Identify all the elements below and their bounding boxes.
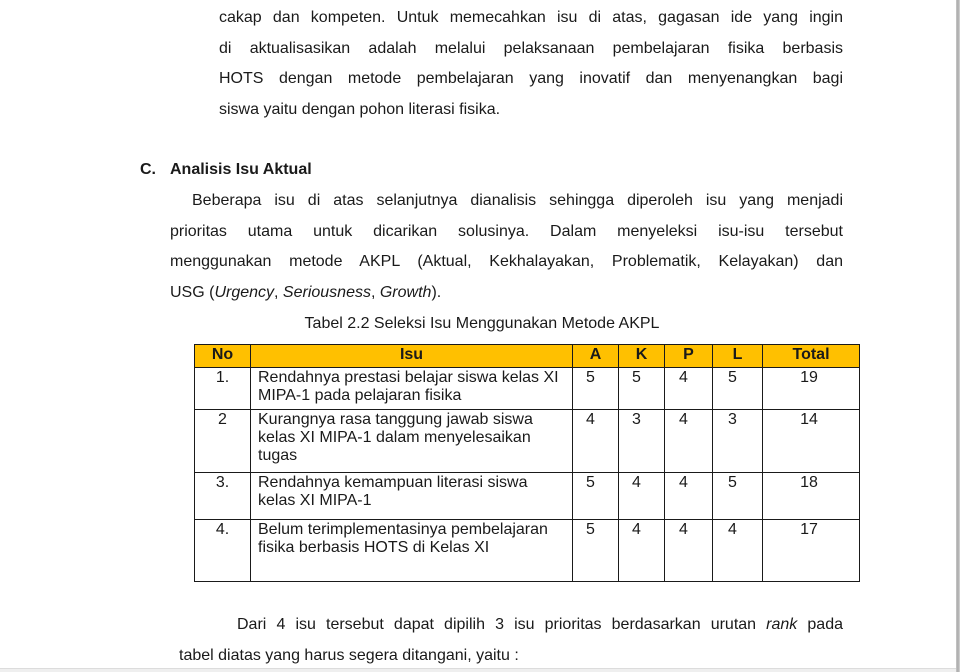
- column-header-a: A: [573, 345, 619, 368]
- cell-l: 5: [713, 368, 763, 410]
- analysis-paragraph: [170, 186, 843, 308]
- section-letter: C.: [140, 161, 156, 178]
- table-header-row: [195, 345, 860, 368]
- table-row: [195, 410, 860, 473]
- cell-no: 1.: [195, 368, 251, 410]
- column-header-isu: Isu: [251, 345, 573, 368]
- cell-no: 4.: [195, 520, 251, 582]
- table-row: [195, 473, 860, 520]
- text-line: cakap dan kompeten. Untuk memecahkan isu di atas, gagasan ide yang ingin: [219, 9, 843, 26]
- text-fragment: Dari 4 isu tersebut dapat dipilih 3 isu prioritas berdasarkan urutan: [237, 616, 767, 633]
- column-header-k: K: [619, 345, 665, 368]
- column-header-no: No: [195, 345, 251, 368]
- cell-total: 18: [763, 473, 860, 520]
- text-line: tabel diatas yang harus segera ditangani, yaitu :: [179, 646, 519, 664]
- cell-a: 5: [573, 368, 619, 410]
- intro-paragraph: [219, 3, 843, 125]
- page-edge-bottom: [0, 668, 956, 672]
- text-fragment: ,: [370, 283, 380, 301]
- section-heading: [140, 158, 312, 182]
- cell-k: 5: [619, 368, 665, 410]
- text-line: menggunakan metode AKPL (Aktual, Kekhalayakan, Problematik, Kelayakan) dan: [170, 253, 843, 270]
- text-fragment: ,: [274, 283, 283, 301]
- cell-p: 4: [665, 368, 713, 410]
- cell-a: 4: [573, 410, 619, 473]
- cell-issue: Belum terimplementasinya pembelajaran fisika berbasis HOTS di Kelas XI: [251, 520, 573, 582]
- table-row: [195, 520, 860, 582]
- table-caption: Tabel 2.2 Seleksi Isu Menggunakan Metode AKPL: [304, 315, 660, 332]
- text-fragment: ).: [431, 283, 442, 301]
- text-fragment: pada: [797, 616, 843, 633]
- column-header-total: Total: [763, 345, 860, 368]
- italic-term-urgency: Urgency: [214, 283, 275, 301]
- column-header-l: L: [713, 345, 763, 368]
- cell-total: 14: [763, 410, 860, 473]
- cell-l: 5: [713, 473, 763, 520]
- italic-term-growth: Growth: [379, 283, 432, 301]
- italic-term-seriousness: Seriousness: [282, 283, 371, 301]
- table-row: [195, 368, 860, 410]
- closing-paragraph: [179, 610, 843, 671]
- cell-p: 4: [665, 410, 713, 473]
- text-line: siswa yaitu dengan pohon literasi fisika.: [219, 100, 501, 118]
- text-line: [170, 278, 843, 309]
- cell-issue: Rendahnya prestasi belajar siswa kelas XI MIPA-1 pada pelajaran fisika: [251, 368, 573, 410]
- text-line: Beberapa isu di atas selanjutnya dianalisis sehingga diperoleh isu yang menjadi: [192, 192, 843, 209]
- cell-a: 5: [573, 473, 619, 520]
- text-fragment: USG (: [170, 283, 215, 301]
- column-header-p: P: [665, 345, 713, 368]
- cell-l: 3: [713, 410, 763, 473]
- section-title: Analisis Isu Aktual: [170, 161, 312, 178]
- cell-no: 3.: [195, 473, 251, 520]
- text-line: [179, 610, 843, 641]
- cell-k: 3: [619, 410, 665, 473]
- cell-total: 19: [763, 368, 860, 410]
- text-line: HOTS dengan metode pembelajaran yang inovatif dan menyenangkan bagi: [219, 70, 843, 87]
- text-line: di aktualisasikan adalah melalui pelaksanaan pembelajaran fisika berbasis: [219, 39, 843, 57]
- page-edge-right: [956, 0, 960, 672]
- cell-issue: Rendahnya kemampuan literasi siswa kelas XI MIPA-1: [251, 473, 573, 520]
- cell-k: 4: [619, 520, 665, 582]
- cell-k: 4: [619, 473, 665, 520]
- cell-p: 4: [665, 520, 713, 582]
- italic-term-rank: rank: [766, 616, 798, 633]
- akpl-selection-table: [194, 344, 860, 582]
- cell-p: 4: [665, 473, 713, 520]
- cell-issue: Kurangnya rasa tanggung jawab siswa kelas XI MIPA-1 dalam menyelesaikan tugas: [251, 410, 573, 473]
- cell-no: 2: [195, 410, 251, 473]
- cell-l: 4: [713, 520, 763, 582]
- text-line: prioritas utama untuk dicarikan solusinya. Dalam menyeleksi isu-isu tersebut: [170, 222, 843, 240]
- cell-total: 17: [763, 520, 860, 582]
- cell-a: 5: [573, 520, 619, 582]
